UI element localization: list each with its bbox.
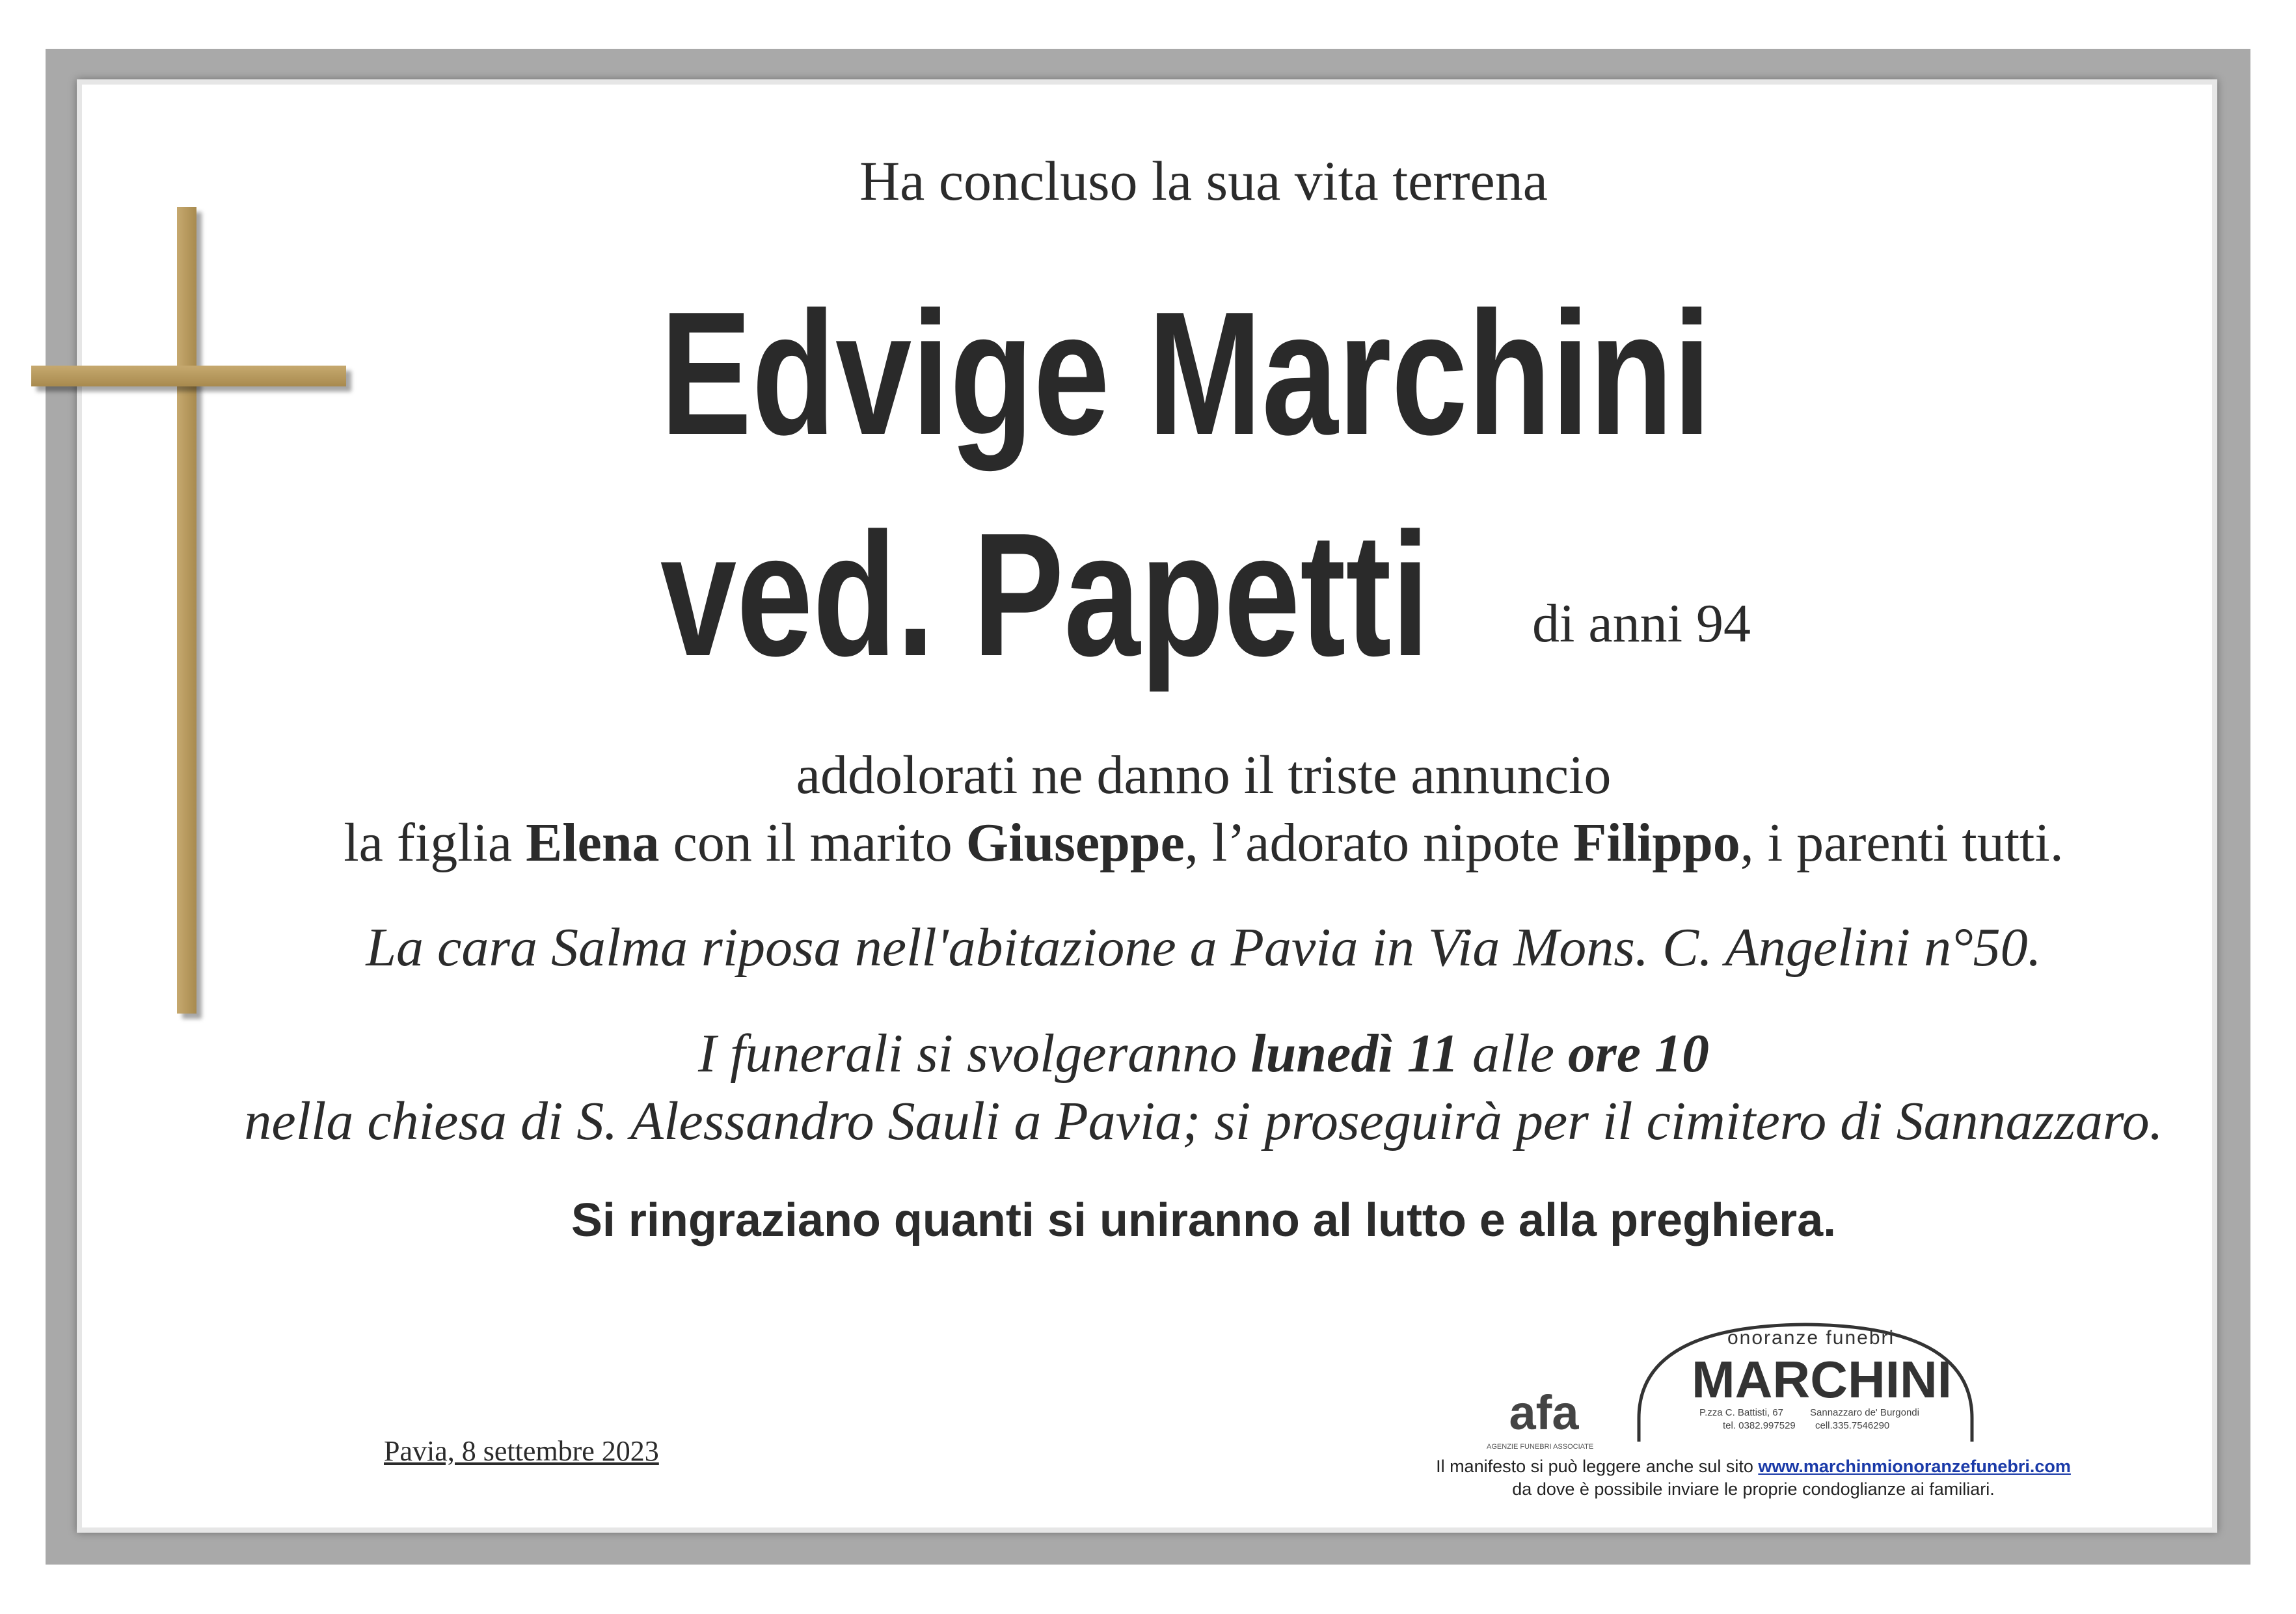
- funeral-day: lunedì 11: [1250, 1023, 1459, 1084]
- thanks-text: Si ringraziano quanti si uniranno al lutto e alla preghiera.: [571, 1194, 1837, 1246]
- funeral-info: [195, 1020, 2212, 1155]
- deceased-age: di anni 94: [1532, 593, 1751, 654]
- footer-line2: da dove è possibile inviare le proprie condoglianze ai familiari.: [1512, 1479, 1995, 1499]
- announcement-text: con il marito: [659, 813, 966, 873]
- deceased-name-line1: Edvige Marchini: [660, 276, 1711, 472]
- relative-name: Giuseppe: [966, 813, 1185, 873]
- afa-caption: AGENZIE FUNEBRI ASSOCIATE: [1487, 1443, 1594, 1451]
- afa-logo-text: afa: [1509, 1389, 1579, 1440]
- deceased-name-line2: ved. Papetti: [660, 497, 1430, 693]
- announcement-text: , i parenti tutti.: [1740, 813, 2064, 873]
- footer-line1: [1412, 1455, 2095, 1478]
- cross-icon-horizontal: [31, 366, 346, 386]
- phone-line: cell.335.7546290: [1815, 1420, 1890, 1431]
- footer-note: [1412, 1455, 2095, 1501]
- onoranze-text: onoranze funebri: [1727, 1327, 1895, 1349]
- relative-name: Filippo: [1573, 813, 1740, 873]
- announcement-text: , l’adorato nipote: [1184, 813, 1574, 873]
- address-line: Sannazzaro de' Burgondi: [1810, 1407, 1919, 1418]
- funeral-text: I funerali si svolgeranno: [698, 1023, 1251, 1084]
- relative-name: Elena: [526, 813, 660, 873]
- announcement-line1: addolorati ne danno il triste annuncio: [796, 745, 1612, 805]
- funeral-time: ore 10: [1568, 1023, 1709, 1084]
- phone-line: tel. 0382.997529: [1723, 1420, 1796, 1431]
- announcement-line2: [195, 809, 2212, 877]
- funeral-line1: [195, 1020, 2212, 1088]
- afa-logo-icon: [1489, 1389, 1599, 1441]
- footer-text: Il manifesto si può leggere anche sul sito: [1436, 1457, 1759, 1476]
- marchini-logo-text: MARCHINI: [1692, 1351, 1952, 1408]
- website-link[interactable]: www.marchinmionoranzefunebri.com: [1758, 1457, 2071, 1476]
- funeral-line2: nella chiesa di S. Alessandro Sauli a Pavia; si proseguirà per il cimitero di Sannazzaro.: [244, 1091, 2163, 1151]
- cross-icon-vertical: [177, 207, 196, 1014]
- lead-text: Ha concluso la sua vita terrena: [859, 150, 1548, 212]
- announcement: [195, 742, 2212, 877]
- funeral-text: alle: [1459, 1023, 1569, 1084]
- announcement-text: la figlia: [344, 813, 526, 873]
- address-line: P.zza C. Battisti, 67: [1699, 1407, 1783, 1418]
- date-text: Pavia, 8 settembre 2023: [384, 1435, 659, 1467]
- salma-text: La cara Salma riposa nell'abitazione a Pavia in Via Mons. C. Angelini n°50.: [366, 917, 2042, 978]
